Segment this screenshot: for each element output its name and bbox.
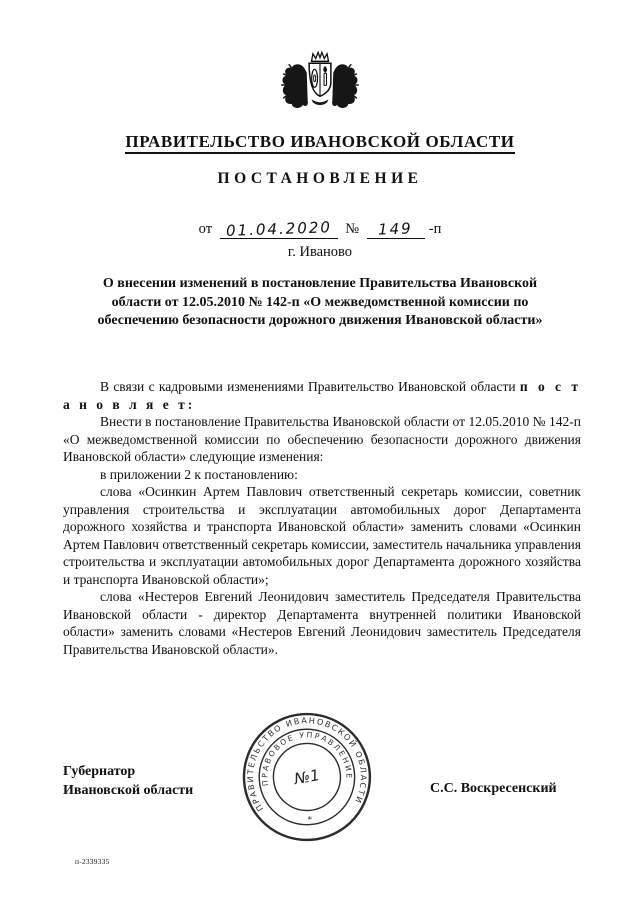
stamp-outer-ring-text: ПРАВИТЕЛЬСТВО ИВАНОВСКОЙ ОБЛАСТИ	[245, 715, 369, 814]
preamble-text: В связи с кадровыми изменениями Правительство Ивановской области	[100, 379, 516, 394]
signer-name: С.С. Воскресенский	[430, 781, 557, 796]
doc-type-title: ПОСТАНОВЛЕНИЕ	[217, 170, 423, 187]
paragraph-annex-ref: в приложении 2 к постановлению:	[100, 466, 298, 482]
org-title	[0, 132, 640, 152]
paragraph-osinkin-change: слова «Осинкин Артем Павлович ответственный секретарь комиссии, советник управления строительства и эксплуатации автомобильных дорог Департамента дорожного хозяйства и транспорта Ивановской области» заменить словами «Осинкин Артем Павлович ответственный секретарь комиссии, заместитель начальника управления строительства и эксплуатации автомобильных дорог Департамента дорожного хозяйства и транспорта Ивановской области»;	[63, 484, 581, 587]
number-suffix: -п	[428, 221, 442, 237]
date-field	[220, 219, 338, 239]
stamp-center-number-handwritten: №1	[292, 765, 322, 789]
date-prefix: от	[198, 221, 213, 237]
resolves-keyword: п о с т а н о в л я е т:	[63, 379, 581, 412]
signer-post-line1: Губернатор	[63, 764, 136, 779]
subject-title: О внесении изменений в постановление Правительства Ивановской области от 12.05.2010 № 142-п «О межведомственной комиссии по обеспечению безопасности дорожного движения Ивановской области»	[97, 276, 543, 328]
signer-post	[63, 762, 193, 800]
org-title-text: ПРАВИТЕЛЬСТВО ИВАНОВСКОЙ ОБЛАСТИ	[125, 132, 514, 154]
official-stamp	[236, 707, 377, 850]
registration-code: п-2339335	[75, 857, 110, 866]
paragraph-nesterov-change: слова «Нестеров Евгений Леонидович заместитель Председателя Правительства Ивановской области - директор Департамента внутренней политики Ивановской области» заменить словами «Нестеров Евгений Леонидович заместитель Председателя Правительства Ивановской области».	[63, 589, 581, 657]
signer-post-line2: Ивановской области	[63, 783, 194, 798]
number-sign: №	[345, 221, 360, 237]
paragraph-amendment-intro: Внести в постановление Правительства Ивановской области от 12.05.2010 № 142-п «О межведомственной комиссии по обеспечению безопасности дорожного движения Ивановской области» следующие изменения:	[63, 414, 581, 464]
document-body	[63, 378, 581, 658]
coat-of-arms-icon	[0, 50, 640, 120]
number-value-handwritten: 149	[378, 219, 414, 239]
paragraph-preamble	[63, 378, 581, 413]
stamp-inner-ring-text: ПРАВОВОЕ УПРАВЛЕНИЕ	[260, 730, 354, 787]
stamp-bottom-mark: *	[307, 815, 313, 826]
number-field	[367, 219, 425, 239]
city-line: г. Иваново	[287, 244, 353, 260]
date-number-line	[0, 219, 640, 239]
date-value-handwritten: 01.04.2020	[225, 218, 332, 240]
